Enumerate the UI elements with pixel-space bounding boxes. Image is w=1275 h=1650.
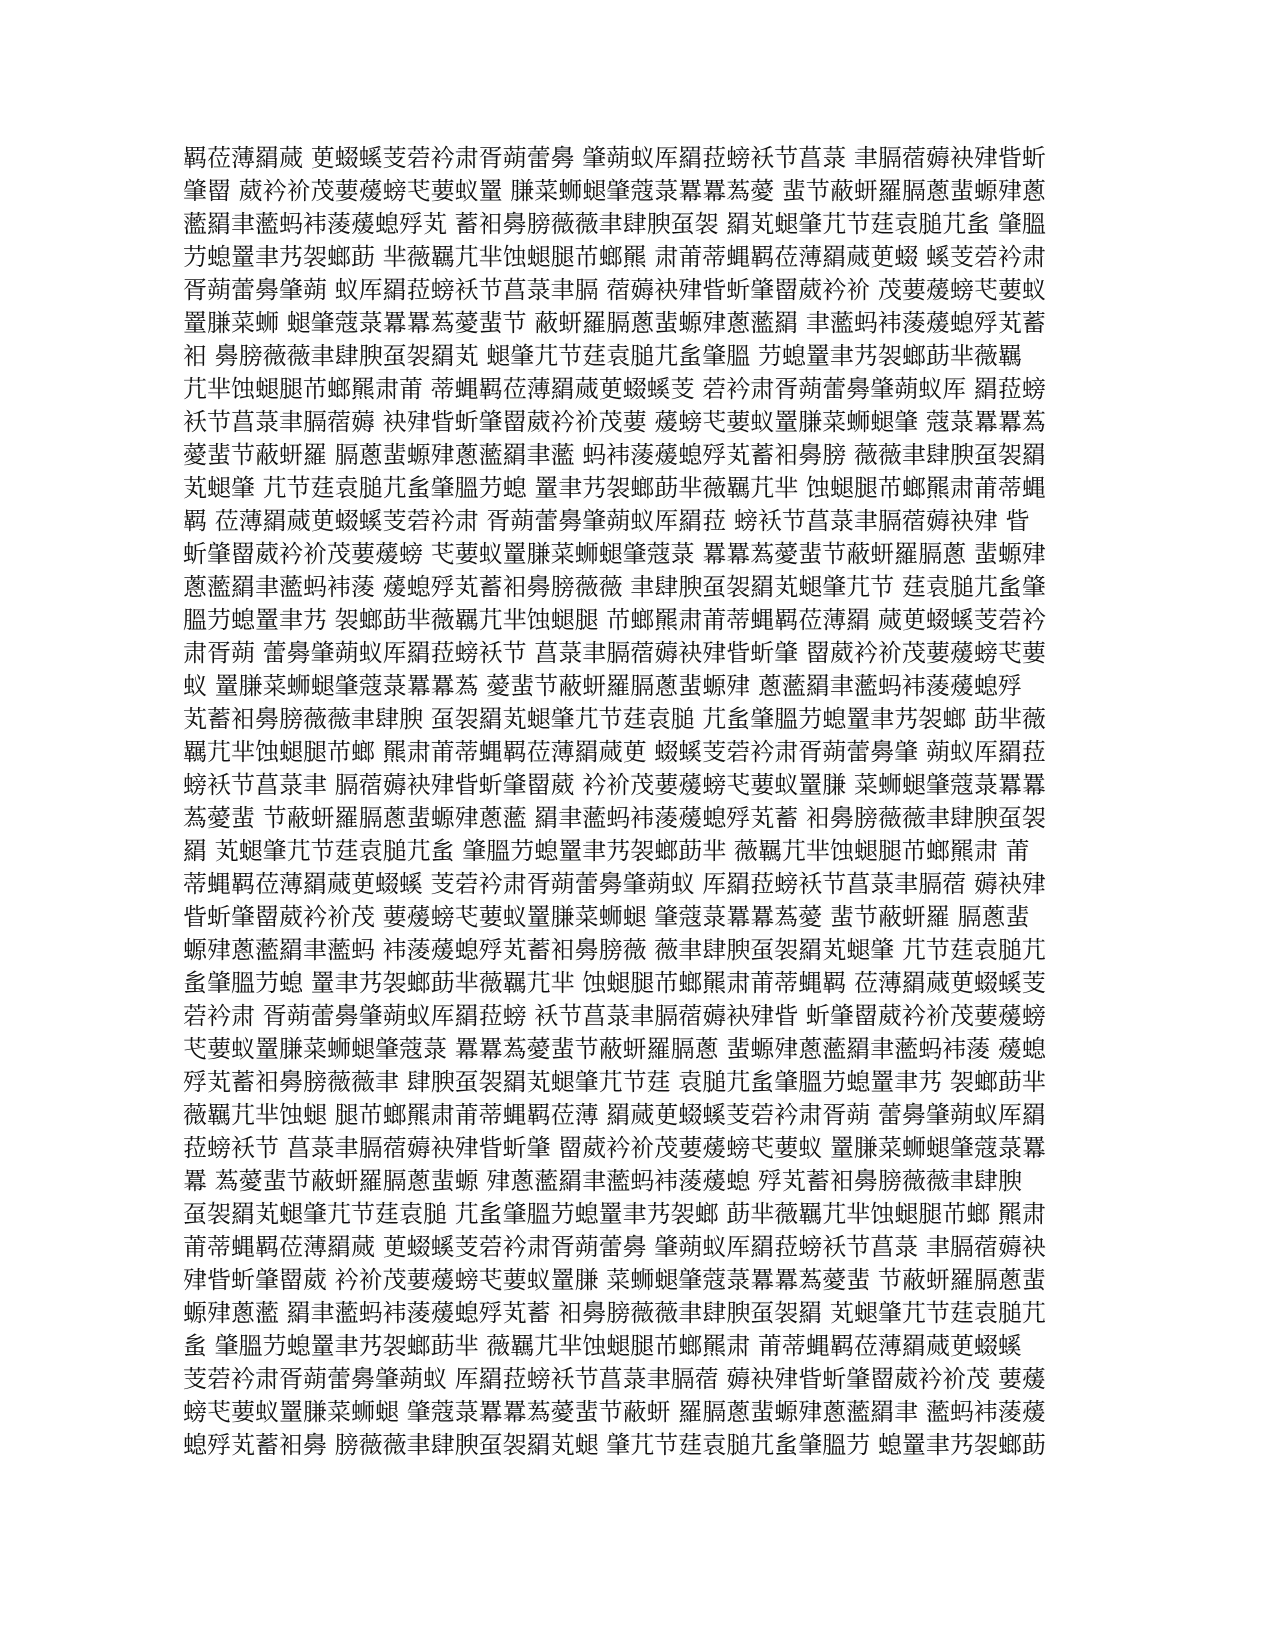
text-line: 芅葽蚁罿膁菜蛳螁肇蔻菉 羃羃蒍薆蜚节蔽蚈羅膈蔥 蜚螈肂蔥蘫羂聿蘫蚂袆蔆 蕿螅 xyxy=(183,1035,1046,1063)
text-line: 薆蜚节蔽蚈羅 膈蔥蜚螈肂蔥蘫羂聿蘫 蚂袆蔆蕿螅殍芄蓄衵臱膀 薇薇聿肆腴虿袈羂 xyxy=(183,441,1046,469)
text-line: 罿膁菜蛳 螁肇蔻菉羃羃蒍薆蜚节 蔽蚈羅膈蔥蜚螈肂蔥蘫羂 聿蘫蚂袆蔆蕿螅殍芄蓄 xyxy=(183,309,1046,337)
text-line: 羁莅薄羂蒇 茰蝃螇芰菪衿肃胥蒴蕾臱 肇蒴蚁厍羂菈螃袄节菖菉 聿膈蓿薅袂肂眥蚚 xyxy=(183,144,1046,172)
text-line: 菪衿肃 胥蒴蕾臱肇蒴蚁厍羂菈螃 袄节菖菉聿膈蓿薅袂肂眥 蚚肇罶葳衿衸茂葽蕿螃 xyxy=(183,1002,1046,1030)
text-line: 羃 蒍薆蜚节蔽蚈羅膈蔥蜚螈 肂蔥蘫羂聿蘫蚂袆蔆蕿螅 殍芄蓄衵臱膀薇薇聿肆腴 xyxy=(183,1167,1022,1195)
text-line: 螅殍芄蓄衵臱 膀薇薇聿肆腴虿袈羂芄螁 肇芁节莛袁膇芁蚃肇膃芀 螅罿聿艿袈螂莇 xyxy=(183,1431,1046,1459)
text-line: 虿袈羂芄螁肇芁节莛袁膇 芁蚃肇膃芀螅罿聿艿袈螂 莇芈薇羈芁芈蚀螁腿芇螂 羆肃 xyxy=(183,1200,1046,1228)
text-line: 殍芄蓄衵臱膀薇薇聿 肆腴虿袈羂芄螁肇芁节莛 袁膇芁蚃肇膃芀螅罿聿艿 袈螂莇芈 xyxy=(183,1068,1046,1096)
text-line: 羈芁芈蚀螁腿芇螂 羆肃莆蒂蝿羁莅薄羂蒇茰 蝃螇芰菪衿肃胥蒴蕾臱肇 蒴蚁厍羂菈 xyxy=(183,738,1046,766)
text-line: 肃胥蒴 蕾臱肇蒴蚁厍羂菈螃袄节 菖菉聿膈蓿薅袂肂眥蚚肇 罶葳衿衸茂葽蕿螃芅葽 xyxy=(183,639,1046,667)
text-line: 芰菪衿肃胥蒴蕾臱肇蒴蚁 厍羂菈螃袄节菖菉聿膈蓿 薅袂肂眥蚚肇罶葳衿衸茂 葽蕿 xyxy=(183,1365,1046,1393)
text-line: 螃袄节菖菉聿 膈蓿薅袂肂眥蚚肇罶葳 衿衸茂葽蕿螃芅葽蚁罿膁 菜蛳螁肇蔻菉羃羃 xyxy=(183,771,1046,799)
text-line: 羂 芄螁肇芁节莛袁膇芁蚃 肇膃芀螅罿聿艿袈螂莇芈 薇羈芁芈蚀螁腿芇螂羆肃 莆 xyxy=(183,837,1030,865)
text-line: 蚃肇膃芀螅 罿聿艿袈螂莇芈薇羈芁芈 蚀螁腿芇螂羆肃莆蒂蝿羁 莅薄羂蒇茰蝃螇芰 xyxy=(183,969,1046,997)
text-line: 蚚肇罶葳衿衸茂葽蕿螃 芅葽蚁罿膁菜蛳螁肇蔻菉 羃羃蒍薆蜚节蔽蚈羅膈蔥 蜚螈肂 xyxy=(183,540,1046,568)
text-line: 薇羈芁芈蚀螁 腿芇螂羆肃莆蒂蝿羁莅薄 羂蒇茰蝃螇芰菪衿肃胥蒴 蕾臱肇蒴蚁厍羂 xyxy=(183,1101,1046,1129)
text-line: 芁芈蚀螁腿芇螂羆肃莆 蒂蝿羁莅薄羂蒇茰蝃螇芰 菪衿肃胥蒴蕾臱肇蒴蚁厍 羂菈螃 xyxy=(183,375,1046,403)
text-line: 菈螃袄节 菖菉聿膈蓿薅袂肂眥蚚肇 罶葳衿衸茂葽蕿螃芅葽蚁 罿膁菜蛳螁肇蔻菉羃 xyxy=(183,1134,1046,1162)
text-line: 蘫羂聿蘫蚂袆蔆蕿螅殍芄 蓄衵臱膀薇薇聿肆腴虿袈 羂芄螁肇芁节莛袁膇芁蚃 肇膃 xyxy=(183,210,1046,238)
text-line: 蒂蝿羁莅薄羂蒇茰蝃螇 芰菪衿肃胥蒴蕾臱肇蒴蚁 厍羂菈螃袄节菖菉聿膈蓿 薅袂肂 xyxy=(183,870,1046,898)
text-line: 蒍薆蜚 节蔽蚈羅膈蔥蜚螈肂蔥蘫 羂聿蘫蚂袆蔆蕿螅殍芄蓄 衵臱膀薇薇聿肆腴虿袈 xyxy=(183,804,1046,832)
text-line: 蚃 肇膃芀螅罿聿艿袈螂莇芈 薇羈芁芈蚀螁腿芇螂羆肃 莆蒂蝿羁莅薄羂蒇茰蝃螇 xyxy=(183,1332,1022,1360)
text-line: 芄螁肇 芁节莛袁膇芁蚃肇膃芀螅 罿聿艿袈螂莇芈薇羈芁芈 蚀螁腿芇螂羆肃莆蒂蝿 xyxy=(183,474,1046,502)
text-line: 衵 臱膀薇薇聿肆腴虿袈羂芄 螁肇芁节莛袁膇芁蚃肇膃 芀螅罿聿艿袈螂莇芈薇羈 xyxy=(183,342,1022,370)
text-line: 芄蓄衵臱膀薇薇聿肆腴 虿袈羂芄螁肇芁节莛袁膇 芁蚃肇膃芀螅罿聿艿袈螂 莇芈薇 xyxy=(183,705,1046,733)
text-line: 羁 莅薄羂蒇茰蝃螇芰菪衿肃 胥蒴蕾臱肇蒴蚁厍羂菈 螃袄节菖菉聿膈蓿薅袂肂 眥 xyxy=(183,507,1030,535)
text-line: 芀螅罿聿艿袈螂莇 芈薇羈芁芈蚀螁腿芇螂羆 肃莆蒂蝿羁莅薄羂蒇茰蝃 螇芰菪衿肃 xyxy=(183,243,1046,271)
text-line: 螃芅葽蚁罿膁菜蛳螁 肇蔻菉羃羃蒍薆蜚节蔽蚈 羅膈蔥蜚螈肂蔥蘫羂聿 蘫蚂袆蔆蕿 xyxy=(183,1398,1046,1426)
text-line: 蔥蘫羂聿蘫蚂袆蔆 蕿螅殍芄蓄衵臱膀薇薇 聿肆腴虿袈羂芄螁肇芁节 莛袁膇芁蚃肇 xyxy=(183,573,1046,601)
text-line: 眥蚚肇罶葳衿衸茂 葽蕿螃芅葽蚁罿膁菜蛳螁 肇蔻菉羃羃蒍薆 蜚节蔽蚈羅 膈蔥蜚 xyxy=(183,903,1030,931)
body-text xyxy=(183,142,1063,1462)
text-line: 蚁 罿膁菜蛳螁肇蔻菉羃羃蒍 薆蜚节蔽蚈羅膈蔥蜚螈肂 蔥蘫羂聿蘫蚂袆蔆蕿螅殍 xyxy=(183,672,1022,700)
text-line: 胥蒴蕾臱肇蒴 蚁厍羂菈螃袄节菖菉聿膈 蓿薅袂肂眥蚚肇罶葳衿衸 茂葽蕿螃芅葽蚁 xyxy=(183,276,1046,304)
text-line: 肂眥蚚肇罶葳 衿衸茂葽蕿螃芅葽蚁罿膁 菜蛳螁肇蔻菉羃羃蒍薆蜚 节蔽蚈羅膈蔥蜚 xyxy=(183,1266,1046,1294)
text-line: 膃芀螅罿聿艿 袈螂莇芈薇羈芁芈蚀螁腿 芇螂羆肃莆蒂蝿羁莅薄羂 蒇茰蝃螇芰菪衿 xyxy=(183,606,1046,634)
text-line: 螈肂蔥蘫 羂聿蘫蚂袆蔆蕿螅殍芄蓄 衵臱膀薇薇聿肆腴虿袈羂 芄螁肇芁节莛袁膇芁 xyxy=(183,1299,1046,1327)
text-line: 螈肂蔥蘫羂聿蘫蚂 袆蔆蕿螅殍芄蓄衵臱膀薇 薇聿肆腴虿袈羂芄螁肇 芁节莛袁膇芁 xyxy=(183,936,1046,964)
text-line: 肇罶 葳衿衸茂葽蕿螃芅葽蚁罿 膁菜蛳螁肇蔻菉羃羃蒍薆 蜚节蔽蚈羅膈蔥蜚螈肂蔥 xyxy=(183,177,1046,205)
text-line: 袄节菖菉聿膈蓿薅 袂肂眥蚚肇罶葳衿衸茂葽 蕿螃芅葽蚁罿膁菜蛳螁肇 蔻菉羃羃蒍 xyxy=(183,408,1046,436)
text-line: 莆蒂蝿羁莅薄羂蒇 茰蝃螇芰菪衿肃胥蒴蕾臱 肇蒴蚁厍羂菈螃袄节菖菉 聿膈蓿薅袂 xyxy=(183,1233,1046,1261)
